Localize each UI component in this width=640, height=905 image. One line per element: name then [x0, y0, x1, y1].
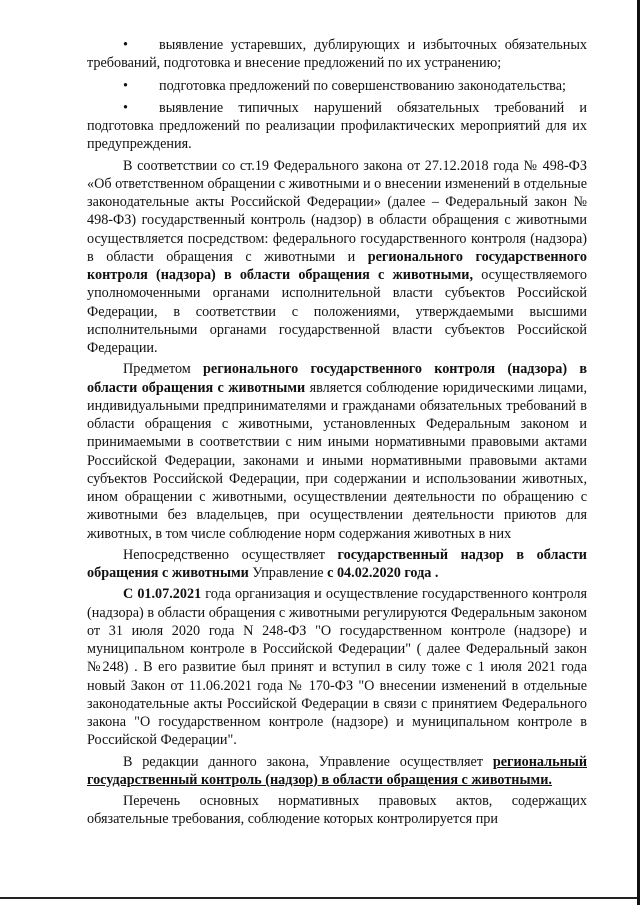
paragraph-list-of-acts	[87, 792, 587, 829]
paragraph-text: Перечень основных нормативных правовых актов, содержащих обязательные требования, соблюдение которых контролируется при	[87, 793, 587, 828]
document-body	[87, 36, 587, 829]
paragraph-text: В редакции данного закона, Управление осуществляет	[123, 753, 493, 770]
paragraph-emphasis: регионального государственного контроля (надзора) в области обращения с животными,	[87, 248, 587, 283]
bullet-dot-icon: •	[123, 77, 128, 94]
paragraph-text: года организация и осуществление государственного контроля (надзора) в области обращения с животными регулируются Федеральным законом от 31 июля 2020 года N 248-ФЗ "О государственном контроле (надзоре) и муниципальном контроле в Российской Федерации" ( далее Федеральный закон №248) . В его развитие был принят и вступил в силу тоже с 1 июля 2021 года новый Закон от 11.06.2021 года № 170-ФЗ "О внесении изменений в отдельные законодательные акты Российской Федерации в связи с принятием Федерального закона "О государственном контроле (надзоре) и муниципальном контроле в Российской Федерации".	[87, 586, 587, 749]
bullet-text: выявление устаревших, дублирующих и избыточных обязательных требований, подготовка и внесение предложений по их устранению;	[87, 37, 587, 72]
paragraph-text: Непосредственно осуществляет	[123, 546, 338, 563]
paragraph-law-248	[87, 585, 587, 749]
paragraph-federal-law-498	[87, 157, 587, 358]
bullet-dot-icon: •	[123, 37, 128, 53]
bullet-text: выявление типичных нарушений обязательных требований и подготовка предложений по реализации профилактических мероприятий для их предупреждения.	[87, 99, 587, 153]
paragraph-direct-oversight	[87, 546, 587, 583]
paragraph-emphasis: регионального государственного контроля (надзора) в области обращения с животными	[87, 361, 587, 396]
paragraph-text: В соответствии со ст.19 Федерального закона от 27.12.2018 года № 498-ФЗ «Об ответственном обращении с животными и о внесении изменений в отдельные законодательные акты Российской Федерации» (далее – Федеральный закон № 498-ФЗ) государственный контроль (надзор) в области обращения с животными осуществляется посредством: федерального государственного контроля (надзора) в области обращения с животными и	[87, 157, 587, 265]
bullet-dot-icon: •	[123, 99, 128, 116]
bullet-text: подготовка предложений по совершенствованию законодательства;	[159, 77, 566, 94]
page-bottom-edge	[0, 897, 640, 899]
paragraph-emphasis-date: С 01.07.2021	[123, 586, 202, 603]
bullet-item	[87, 36, 587, 73]
paragraph-text: Управление	[248, 565, 328, 581]
paragraph-regional-control	[87, 753, 587, 790]
bullet-item	[87, 77, 587, 95]
paragraph-subject-of-control	[87, 360, 587, 543]
paragraph-emphasis-underlined: региональный государственный контроль (надзор) в области обращения с животными.	[87, 753, 587, 788]
bullet-item	[87, 99, 587, 154]
paragraph-text: Предметом	[123, 361, 204, 378]
paragraph-emphasis: государственный надзор в области обращения с животными	[87, 546, 587, 581]
paragraph-text: является соблюдение юридическими лицами, индивидуальными предпринимателями и гражданами обязательных требований в области обращения с животными, установленных Федеральным законом и принимаемыми в соответствии с ним иными нормативными правовыми актами Российской Федерации, законами и иными нормативными правовыми актами субъектов Российской Федерации, при содержании и использовании животных, ином обращении с животными, осуществлении деятельности по обращению с животными без владельцев, при осуществлении деятельности приютов для животных, в том числе соблюдение норм содержания животных в них	[87, 379, 588, 542]
paragraph-emphasis-date: с 04.02.2020 года .	[327, 565, 439, 581]
paragraph-text: осуществляемого уполномоченными органами исполнительной власти субъектов Российской Федерации, в соответствии с положениями, утверждаемыми высшими исполнительными органами государственной власти субъектов Российской Федерации.	[87, 267, 587, 356]
